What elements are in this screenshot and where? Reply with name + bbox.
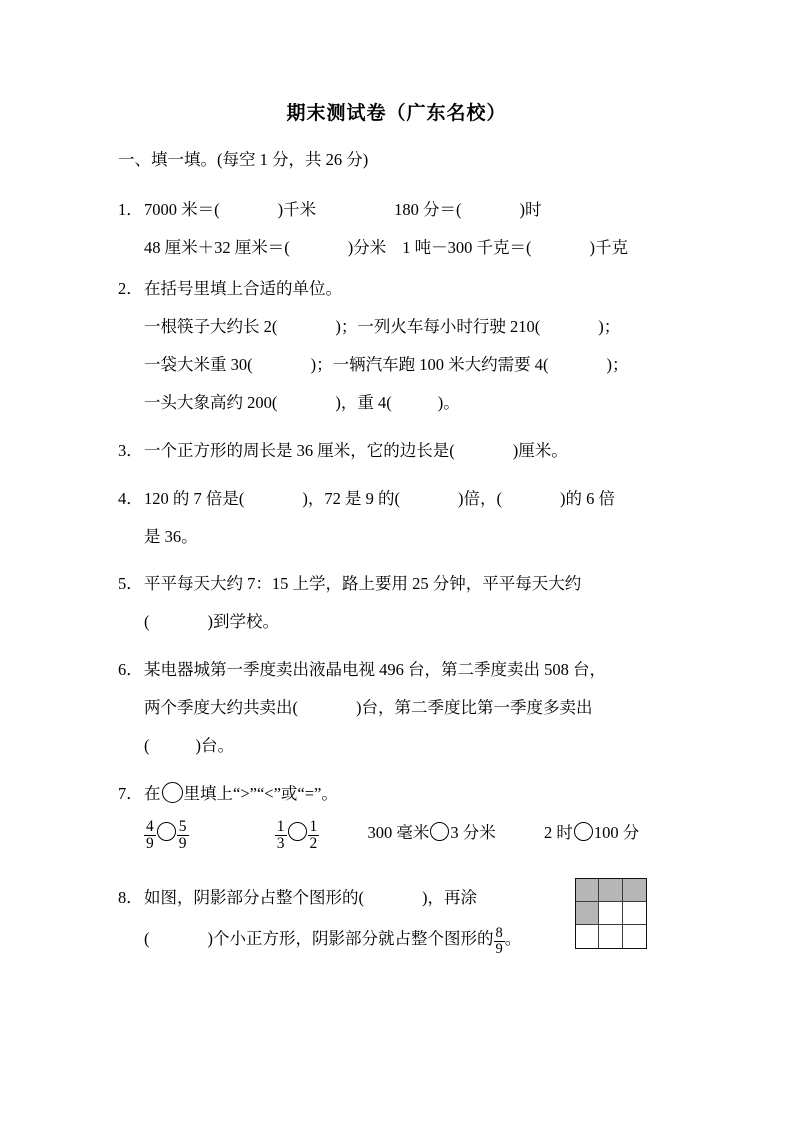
question-6-line-1 bbox=[144, 656, 606, 680]
q1-l2-part-d: )千克 bbox=[589, 238, 628, 257]
q2-l2-part-c: )； bbox=[606, 355, 629, 374]
question-5-line-1 bbox=[144, 570, 581, 594]
question-2-line-1 bbox=[144, 313, 620, 337]
q4-l2-part-a: 是 36。 bbox=[144, 527, 198, 546]
q7-cmp3-left: 300 毫米 bbox=[367, 823, 430, 843]
comparison-circle-3[interactable] bbox=[430, 822, 449, 841]
fraction-denominator: 9 bbox=[178, 834, 187, 852]
fraction-numerator: 4 bbox=[146, 818, 154, 835]
q7-cmp4-right: 100 分 bbox=[593, 823, 640, 843]
question-3-number: 3． bbox=[118, 441, 143, 460]
question-7-comparisons bbox=[144, 818, 639, 851]
grid-cell bbox=[576, 902, 599, 925]
circle-placeholder-icon bbox=[162, 782, 183, 803]
q8-l2-part-b: )个小正方形，阴影部分就占整个图形的 bbox=[207, 929, 494, 949]
q8-l1-part-b: )，再涂 bbox=[422, 888, 477, 907]
q7-stem-part-a: 在 bbox=[144, 784, 161, 803]
grid-cell bbox=[599, 902, 622, 925]
question-3-line-1 bbox=[144, 437, 568, 461]
question-2-number: 2． bbox=[118, 279, 143, 298]
q1-l1-part-a: 7000 米＝( bbox=[144, 200, 220, 219]
q5-l2-part-a: ( bbox=[144, 612, 150, 631]
grid-cell bbox=[599, 925, 622, 948]
grid-cell bbox=[599, 879, 622, 902]
question-1-number: 1． bbox=[118, 200, 143, 219]
fraction-denominator: 9 bbox=[146, 834, 154, 852]
question-2-line-2 bbox=[144, 351, 629, 375]
question-2-line-3 bbox=[144, 389, 460, 413]
q4-l1-part-d: )的 6 倍 bbox=[560, 489, 615, 508]
q6-l3-part-a: ( bbox=[144, 736, 150, 755]
question-8-line-1 bbox=[144, 884, 477, 908]
q8-l1-part-a: 如图，阴影部分占整个图形的( bbox=[144, 888, 364, 907]
fraction-denominator: 9 bbox=[495, 940, 503, 957]
question-5-line-2 bbox=[144, 608, 279, 632]
fraction-denominator: 3 bbox=[276, 834, 285, 852]
page-title: 期末测试卷（广东名校） bbox=[286, 102, 507, 124]
fraction-denominator: 2 bbox=[309, 834, 318, 852]
fraction-1-over-2 bbox=[308, 819, 320, 852]
q6-l2-part-a: 两个季度大约共卖出( bbox=[144, 698, 298, 717]
q1-l2-part-b: )分米 bbox=[347, 238, 387, 257]
question-6-number: 6． bbox=[118, 660, 143, 679]
section-heading: 一、填一填。(每空 1 分，共 26 分) bbox=[118, 150, 369, 169]
grid-cell bbox=[623, 925, 646, 948]
question-1-line-2 bbox=[144, 234, 628, 258]
grid-cell bbox=[623, 902, 646, 925]
comparison-circle-2[interactable] bbox=[288, 822, 307, 841]
q4-l1-part-b: )，72 是 9 的( bbox=[302, 489, 400, 508]
fraction-numerator: 5 bbox=[178, 818, 187, 835]
fraction-numerator: 1 bbox=[309, 818, 318, 835]
q1-l1-part-c: 180 分＝( bbox=[394, 200, 462, 219]
q2-l2-part-b: )；一辆汽车跑 100 米大约需要 4( bbox=[310, 355, 549, 374]
q3-l1-part-a: 一个正方形的周长是 36 厘米，它的边长是( bbox=[144, 441, 455, 460]
fraction-numerator: 1 bbox=[276, 818, 285, 835]
q2-l1-part-b: )；一列火车每小时行驶 210( bbox=[335, 317, 541, 336]
grid-cell bbox=[623, 879, 646, 902]
comparison-circle-1[interactable] bbox=[157, 822, 176, 841]
grid-cell bbox=[576, 925, 599, 948]
question-4-number: 4． bbox=[118, 489, 143, 508]
question-2-stem: 在括号里填上合适的单位。 bbox=[144, 279, 342, 298]
q6-l1-part-a: 某电器城第一季度卖出液晶电视 496 台，第二季度卖出 508 台， bbox=[144, 660, 606, 679]
grid-cell bbox=[576, 879, 599, 902]
q2-l1-part-c: )； bbox=[598, 317, 621, 336]
q3-l1-part-b: )厘米。 bbox=[512, 441, 568, 460]
comparison-circle-4[interactable] bbox=[574, 822, 593, 841]
fraction-5-over-9 bbox=[177, 819, 189, 852]
q2-l3-part-a: 一头大象高约 200( bbox=[144, 393, 278, 412]
q5-l1-part-a: 平平每天大约 7：15 上学，路上要用 25 分钟，平平每天大约 bbox=[144, 574, 582, 593]
shaded-grid-figure bbox=[575, 878, 647, 949]
q1-l2-part-c: 1 吨－300 千克＝( bbox=[402, 238, 532, 257]
question-6-line-2 bbox=[144, 694, 593, 718]
question-8-number: 8． bbox=[118, 888, 143, 907]
q2-l2-part-a: 一袋大米重 30( bbox=[144, 355, 253, 374]
q1-l1-part-d: )时 bbox=[519, 200, 542, 219]
q6-l2-part-b: )台，第二季度比第一季度多卖出 bbox=[356, 698, 593, 717]
q7-cmp3-right: 3 分米 bbox=[450, 823, 496, 843]
question-7-stem bbox=[144, 780, 338, 804]
question-4-line-1 bbox=[144, 485, 615, 509]
question-4-line-2 bbox=[144, 523, 198, 547]
q2-l3-part-c: )。 bbox=[437, 393, 460, 412]
q7-stem-part-b: 里填上“>”“<”或“=”。 bbox=[183, 784, 338, 803]
fraction-1-over-3 bbox=[275, 819, 287, 852]
question-1-line-1 bbox=[144, 196, 542, 220]
q5-l2-part-b: )到学校。 bbox=[207, 612, 279, 631]
q1-l1-part-b: )千米 bbox=[277, 200, 317, 219]
fraction-8-over-9 bbox=[494, 926, 505, 957]
q8-l2-part-c: 。 bbox=[504, 929, 522, 949]
q7-cmp4-left: 2 时 bbox=[544, 823, 573, 843]
question-7-number: 7． bbox=[118, 784, 143, 803]
q2-l3-part-b: )，重 4( bbox=[335, 393, 392, 412]
q8-l2-part-a: ( bbox=[144, 929, 150, 949]
fraction-numerator: 8 bbox=[495, 925, 503, 941]
question-8-line-2 bbox=[144, 925, 521, 956]
q4-l1-part-a: 120 的 7 倍是( bbox=[144, 489, 245, 508]
q6-l3-part-b: )台。 bbox=[195, 736, 234, 755]
q4-l1-part-c: )倍，( bbox=[458, 489, 502, 508]
q2-l1-part-a: 一根筷子大约长 2( bbox=[144, 317, 278, 336]
question-5-number: 5． bbox=[118, 574, 143, 593]
fraction-4-over-9 bbox=[144, 819, 156, 852]
q1-l2-part-a: 48 厘米＋32 厘米＝( bbox=[144, 238, 290, 257]
question-6-line-3 bbox=[144, 732, 234, 756]
